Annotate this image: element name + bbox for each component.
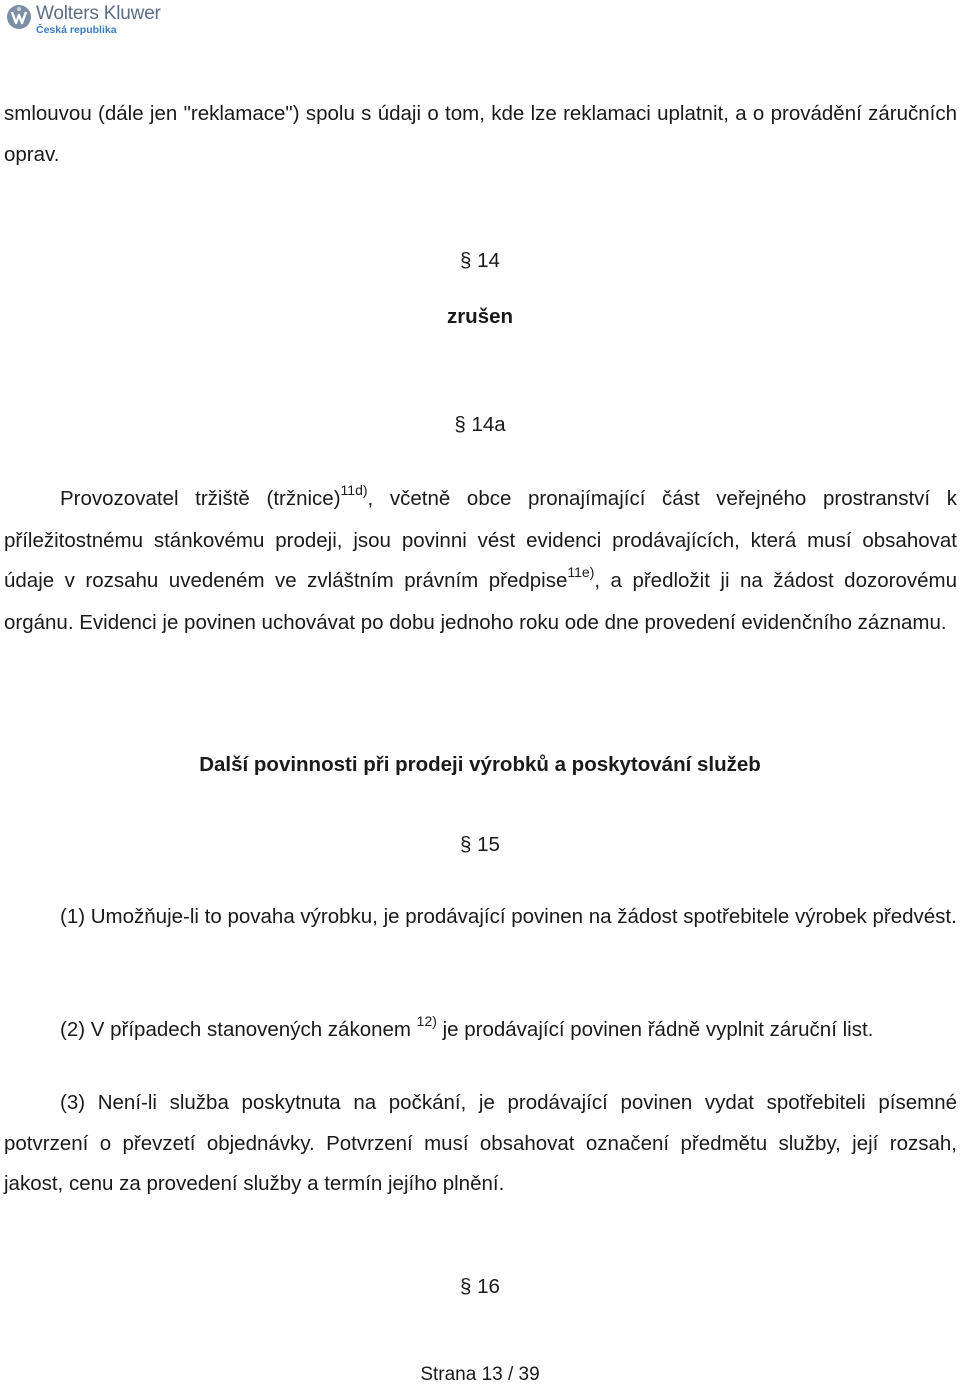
brand-name: Wolters Kluwer — [36, 3, 161, 24]
chapter-title: Další povinnosti při prodeji výrobků a poskytování služeb — [199, 753, 761, 776]
publisher-logo — [6, 4, 161, 36]
footnote-ref-11d[interactable]: 11d) — [340, 482, 368, 498]
section-15-p2-text-b: je prodávající povinen řádně vyplnit záruční list. — [436, 1018, 874, 1041]
paragraph-continued: smlouvou (dále jen "reklamace") spolu s údaji o tom, kde lze reklamaci uplatnit, a o provádění záručních oprav. — [4, 102, 957, 166]
section-14-heading: § 14 — [460, 249, 500, 272]
brand-subtitle: Česká republika — [36, 24, 117, 36]
section-14-status: zrušen — [446, 305, 514, 328]
section-15-paragraph-1: (1) Umožňuje-li to povaha výrobku, je prodávající povinen na žádost spotřebitele výrobek předvést. — [60, 905, 957, 928]
section-14a-text-3: , a předložit ji na žádost dozorovému orgánu. Evidenci je povinen uchovávat po dobu jednoho roku ode dne provedení evidenčního záznamu. — [4, 569, 957, 634]
section-14a-text-2: , včetně obce pronajímající část veřejného prostranství k příležitostnému stánkovému prodeji, jsou povinni vést evidenci prodávajících, která musí obsahovat údaje v rozsahu uvedeném ve zvláštním právním předpise — [4, 487, 957, 592]
section-14a-paragraph — [4, 479, 957, 643]
section-16-heading: § 16 — [460, 1275, 500, 1298]
wolters-kluwer-logo-icon — [6, 4, 32, 30]
page-number: Strana 13 / 39 — [420, 1364, 540, 1385]
section-15-p2-text-a: (2) V případech stanovených zákonem — [60, 1018, 417, 1041]
section-14a-text-1: Provozovatel tržiště (tržnice) — [60, 487, 341, 510]
footnote-ref-12[interactable]: 12) — [416, 1013, 437, 1029]
section-14a-heading: § 14a — [454, 413, 506, 436]
section-15-paragraph-3: (3) Není-li služba poskytnuta na počkání, je prodávající povinen vydat spotřebiteli písemné potvrzení o převzetí objednávky. Potvrzení musí obsahovat označení předmětu služby, její rozsah, jakost, cenu za provedení služby a termín jejího plnění. — [4, 1091, 957, 1195]
section-15-heading: § 15 — [460, 833, 500, 856]
footnote-ref-11e[interactable]: 11e) — [567, 564, 595, 580]
section-15-paragraph-2 — [4, 1010, 957, 1052]
